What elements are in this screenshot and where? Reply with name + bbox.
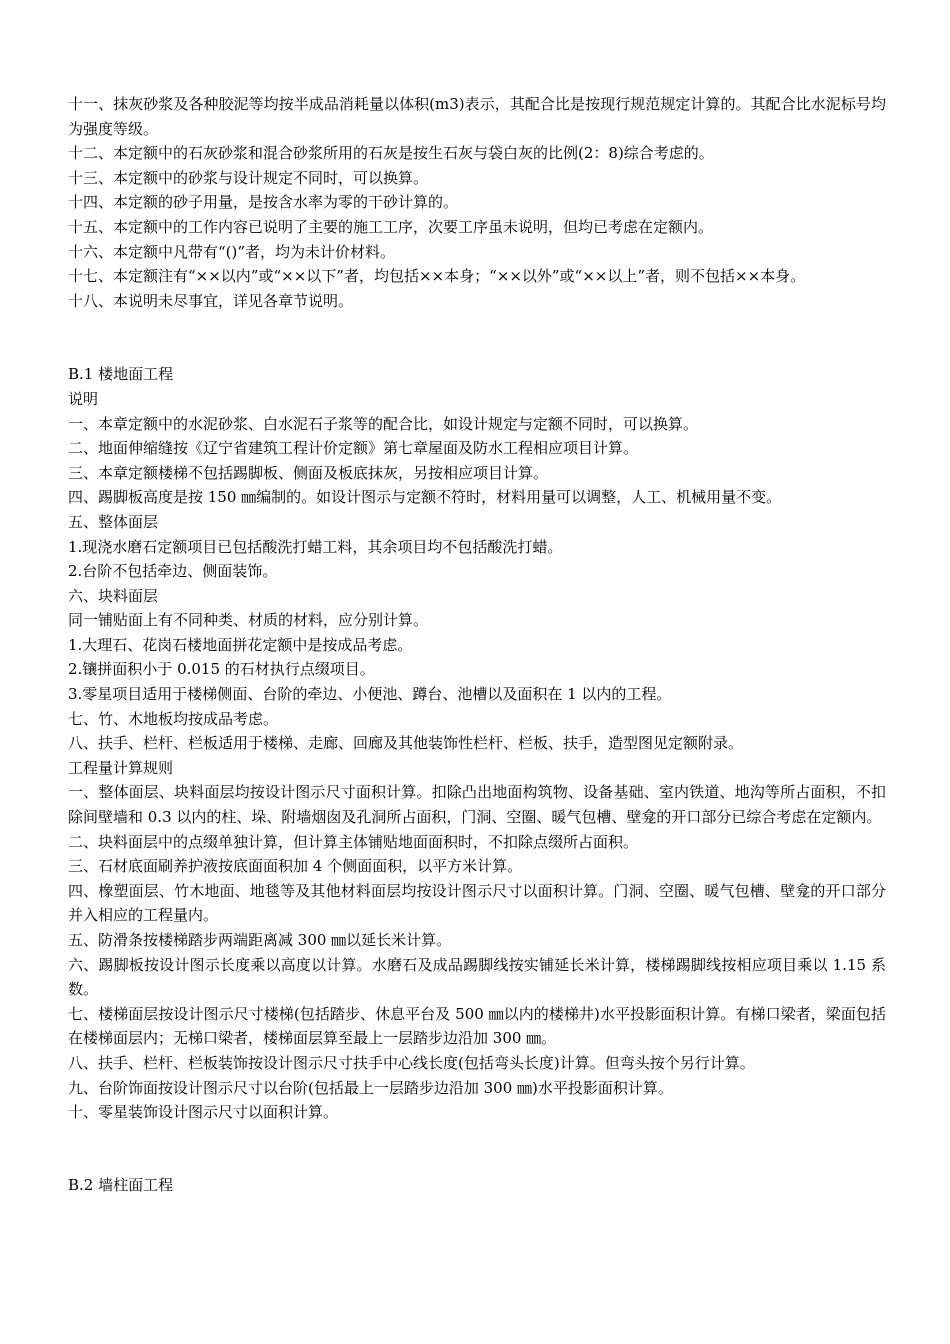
rule-item: 六、踢脚板按设计图示长度乘以高度以计算。水磨石及成品踢脚线按实铺延长米计算，楼梯踢脚线按相应项目乘以 1.15 系数。	[68, 955, 886, 999]
section-spacer	[68, 1125, 886, 1173]
explanation-item: 七、竹、木地板均按成品考虑。	[68, 709, 279, 728]
explanation-item: 一、本章定额中的水泥砂浆、白水泥石子浆等的配合比，如设计规定与定额不同时，可以换算。	[68, 414, 699, 433]
section-b1	[68, 362, 886, 1124]
preface-notes	[68, 92, 886, 313]
section-heading: B.2 墙柱面工程	[68, 1175, 174, 1194]
rule-item: 五、防滑条按楼梯踏步两端距离减 300 ㎜以延长米计算。	[68, 931, 452, 949]
rule-item: 三、石材底面刷养护液按底面面积加 4 个侧面面积，以平方米计算。	[68, 857, 523, 876]
explanation-item: 同一铺贴面上有不同种类、材质的材料，应分别计算。	[68, 611, 429, 630]
explanation-item: 六、块料面层	[68, 586, 159, 605]
rule-item: 一、整体面层、块料面层均按设计图示尺寸面积计算。扣除凸出地面构筑物、设备基础、室内铁道、地沟等所占面积，不扣除间壁墙和 0.3 以内的柱、垛、附墙烟囱及孔洞所占面积，门洞、空圈、暖气包槽、壁龛的开口部分已综合考虑在定额内。	[68, 783, 886, 827]
note-item-14: 十四、本定额的砂子用量，是按含水率为零的干砂计算的。	[68, 193, 459, 212]
section-heading: B.1 楼地面工程	[68, 365, 174, 384]
explanation-title: 说明	[68, 389, 99, 408]
note-item-17: 十七、本定额注有“××以内”或“××以下”者，均包括××本身；“××以外”或“××以上”者，则不包括××本身。	[68, 267, 806, 286]
explanation-item: 五、整体面层	[68, 512, 159, 531]
document-page	[68, 92, 886, 1197]
note-item-16: 十六、本定额中凡带有“()”者，均为未计价材料。	[68, 242, 396, 261]
note-item-18: 十八、本说明未尽事宜，详见各章节说明。	[68, 291, 354, 310]
rule-item: 十、零星装饰设计图示尺寸以面积计算。	[68, 1103, 339, 1122]
note-item-11: 十一、抹灰砂浆及各种胶泥等均按半成品消耗量以体积(m3)表示，其配合比是按现行规范规定计算的。其配合比水泥标号均为强度等级。	[68, 95, 886, 138]
explanation-item: 1.现浇水磨石定额项目已包括酸洗打蜡工料，其余项目均不包括酸洗打蜡。	[68, 537, 563, 556]
explanation-item: 八、扶手、栏杆、栏板适用于楼梯、走廊、回廊及其他装饰性栏杆、栏板、扶手，造型图见定额附录。	[68, 734, 744, 753]
rule-item: 七、楼梯面层按设计图示尺寸楼梯(包括踏步、休息平台及 500 ㎜以内的楼梯井)水平投影面积计算。有梯口梁者，梁面包括在楼梯面层内；无梯口梁者，楼梯面层算至最上一层踏步边沿加 300 ㎜。	[68, 1004, 886, 1048]
note-item-13: 十三、本定额中的砂浆与设计规定不同时，可以换算。	[68, 168, 429, 187]
rule-item: 八、扶手、栏杆、栏板装饰按设计图示尺寸扶手中心线长度(包括弯头长度)计算。但弯头按个另行计算。	[68, 1053, 755, 1072]
explanation-item: 2.镶拼面积小于 0.015 的石材执行点缀项目。	[68, 660, 375, 679]
explanation-item: 1.大理石、花岗石楼地面拼花定额中是按成品考虑。	[68, 635, 413, 654]
rule-item: 九、台阶饰面按设计图示尺寸以台阶(包括最上一层踏步边沿加 300 ㎜)水平投影面积计算。	[68, 1078, 673, 1097]
explanation-item: 三、本章定额楼梯不包括踢脚板、侧面及板底抹灰，另按相应项目计算。	[68, 463, 549, 482]
section-b2	[68, 1173, 886, 1198]
explanation-item: 2.台阶不包括牵边、侧面装饰。	[68, 562, 278, 581]
rules-title: 工程量计算规则	[68, 758, 174, 777]
note-item-15: 十五、本定额中的工作内容已说明了主要的施工工序，次要工序虽未说明，但均已考虑在定额内。	[68, 217, 714, 236]
section-spacer	[68, 313, 886, 362]
explanation-item: 3.零星项目适用于楼梯侧面、台阶的牵边、小便池、蹲台、池槽以及面积在 1 以内的工程。	[68, 685, 672, 704]
rule-item: 二、块料面层中的点缀单独计算，但计算主体铺贴地面面积时，不扣除点缀所占面积。	[68, 832, 639, 851]
explanation-item: 二、地面伸缩缝按《辽宁省建筑工程计价定额》第七章屋面及防水工程相应项目计算。	[68, 439, 639, 458]
note-item-12: 十二、本定额中的石灰砂浆和混合砂浆所用的石灰是按生石灰与袋白灰的比例(2：8)综合考虑的。	[68, 144, 714, 163]
rule-item: 四、橡塑面层、竹木地面、地毯等及其他材料面层均按设计图示尺寸以面积计算。门洞、空圈、暖气包槽、壁龛的开口部分并入相应的工程量内。	[68, 881, 886, 925]
explanation-item: 四、踢脚板高度是按 150 ㎜编制的。如设计图示与定额不符时，材料用量可以调整，人工、机械用量不变。	[68, 488, 782, 507]
